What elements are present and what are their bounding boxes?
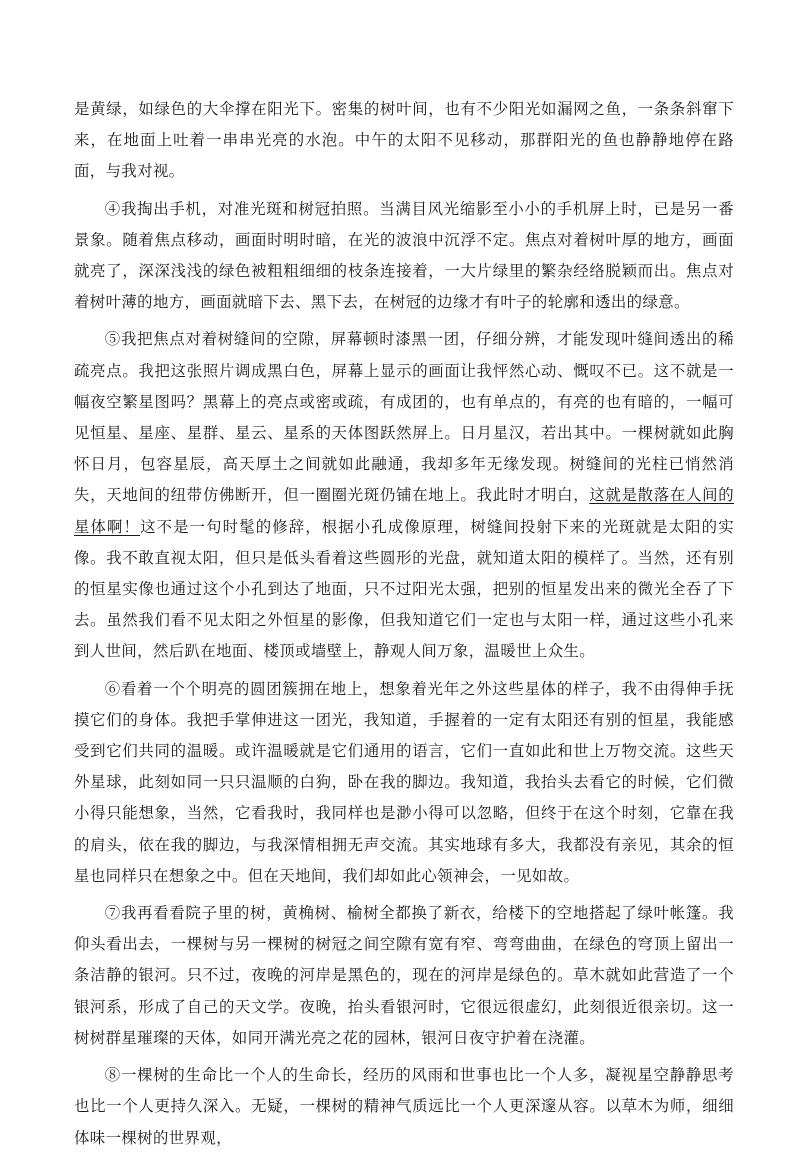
- paragraph-text: ⑧一棵树的生命比一个人的生命长，经历的风雨和世事也比一个人多，凝视星空静静思考也比一个人更持久深入。无疑，一棵树的精神气质远比一个人更深邃从容。以草木为师，细细体味一棵树的世界观，: [74, 1066, 734, 1147]
- paragraph-text: 是黄绿，如绿色的大伞撑在阳光下。密集的树叶间，也有不少阳光如漏网之鱼，一条条斜窜下来，在地面上吐着一串串光亮的水泡。中午的太阳不见移动，那群阳光的鱼也静静地停在路面，与我对视。: [74, 100, 734, 181]
- paragraph-1: [74, 94, 734, 188]
- paragraph-6: [74, 674, 734, 892]
- paragraph-text: 这不是一句时髦的修辞，根据小孔成像原理，树缝间投射下来的光斑就是太阳的实像。我不敢直视太阳，但只是低头看着这些圆形的光盘，就知道太阳的模样了。当然，还有别的恒星实像也通过这个小孔到达了地面，只不过阳光太强，把别的恒星发出来的微光全吞了下去。虽然我们看不见太阳之外恒星的影像，但我知道它们一定也与太阳一样，通过这些小孔来到人世间，然后趴在地面、楼顶或墙壁上，静观人间万象，温暖世上众生。: [74, 517, 734, 661]
- paragraph-text: ④我掏出手机，对准光斑和树冠拍照。当满目风光缩影至小小的手机屏上时，已是另一番景象。随着焦点移动，画面时明时暗，在光的波浪中沉浮不定。焦点对着树叶厚的地方，画面就亮了，深深浅浅的绿色被粗粗细细的枝条连接着，一大片绿里的繁杂经络脱颖而出。焦点对着树叶薄的地方，画面就暗下去、黑下去，在树冠的边缘才有叶子的轮廓和透出的绿意。: [74, 199, 734, 312]
- paragraph-5: [74, 324, 734, 667]
- document-page: [74, 94, 734, 1160]
- underlined-sentence: 这就是散落在人间的星体啊！: [74, 486, 734, 536]
- paragraph-7: [74, 898, 734, 1054]
- paragraph-text: ⑥看着一个个明亮的圆团簇拥在地上，想象着光年之外这些星体的样子，我不由得伸手抚摸它们的身体。我把手掌伸进这一团光，我知道，手握着的一定有太阳还有别的恒星，我能感受到它们共同的温暖。或许温暖就是它们通用的语言，它们一直如此和世上万物交流。这些天外星球，此刻如同一只只温顺的白狗，卧在我的脚边。我知道，我抬头去看它的时候，它们微小得只能想象，当然，它看我时，我同样也是渺小得可以忽略，但终于在这个时刻，它靠在我的肩头，依在我的脚边，与我深情相拥无声交流。其实地球有多大，我都没有亲见，其余的恒星也同样只在想象之中。但在天地间，我们却如此心领神会，一见如故。: [74, 679, 734, 885]
- paragraph-4: [74, 194, 734, 319]
- paragraph-text: ⑦我再看看院子里的树，黄桷树、榆树全都换了新衣，给楼下的空地搭起了绿叶帐篷。我仰头看出去，一棵树与另一棵树的树冠之间空隙有宽有窄、弯弯曲曲，在绿色的穹顶上留出一条洁静的银河。只不过，夜晚的河岸是黑色的，现在的河岸是绿色的。草木就如此营造了一个银河系，形成了自己的天文学。夜晚，抬头看银河时，它很远很虚幻，此刻很近很亲切。这一树树群星璀璨的天体，如同开满光亮之花的园林，银河日夜守护着在浇灌。: [74, 904, 734, 1047]
- paragraph-8: [74, 1060, 734, 1154]
- paragraph-text: ⑤我把焦点对着树缝间的空隙，屏幕顿时漆黑一团，仔细分辨，才能发现叶缝间透出的稀疏亮点。我把这张照片调成黑白色，屏幕上显示的画面让我怦然心动、慨叹不已。这不就是一幅夜空繁星图吗？黑幕上的亮点或密或疏，有成团的，也有单点的，有亮的也有暗的，一幅可见恒星、星座、星群、星云、星系的天体图跃然屏上。日月星汉，若出其中。一棵树就如此胸怀日月，包容星辰，高天厚土之间就如此融通，我却多年无缘发现。树缝间的光柱已悄然消失，天地间的纽带仿佛断开，但一圈圈光斑仍铺在地上。我此时才明白，: [74, 330, 734, 505]
